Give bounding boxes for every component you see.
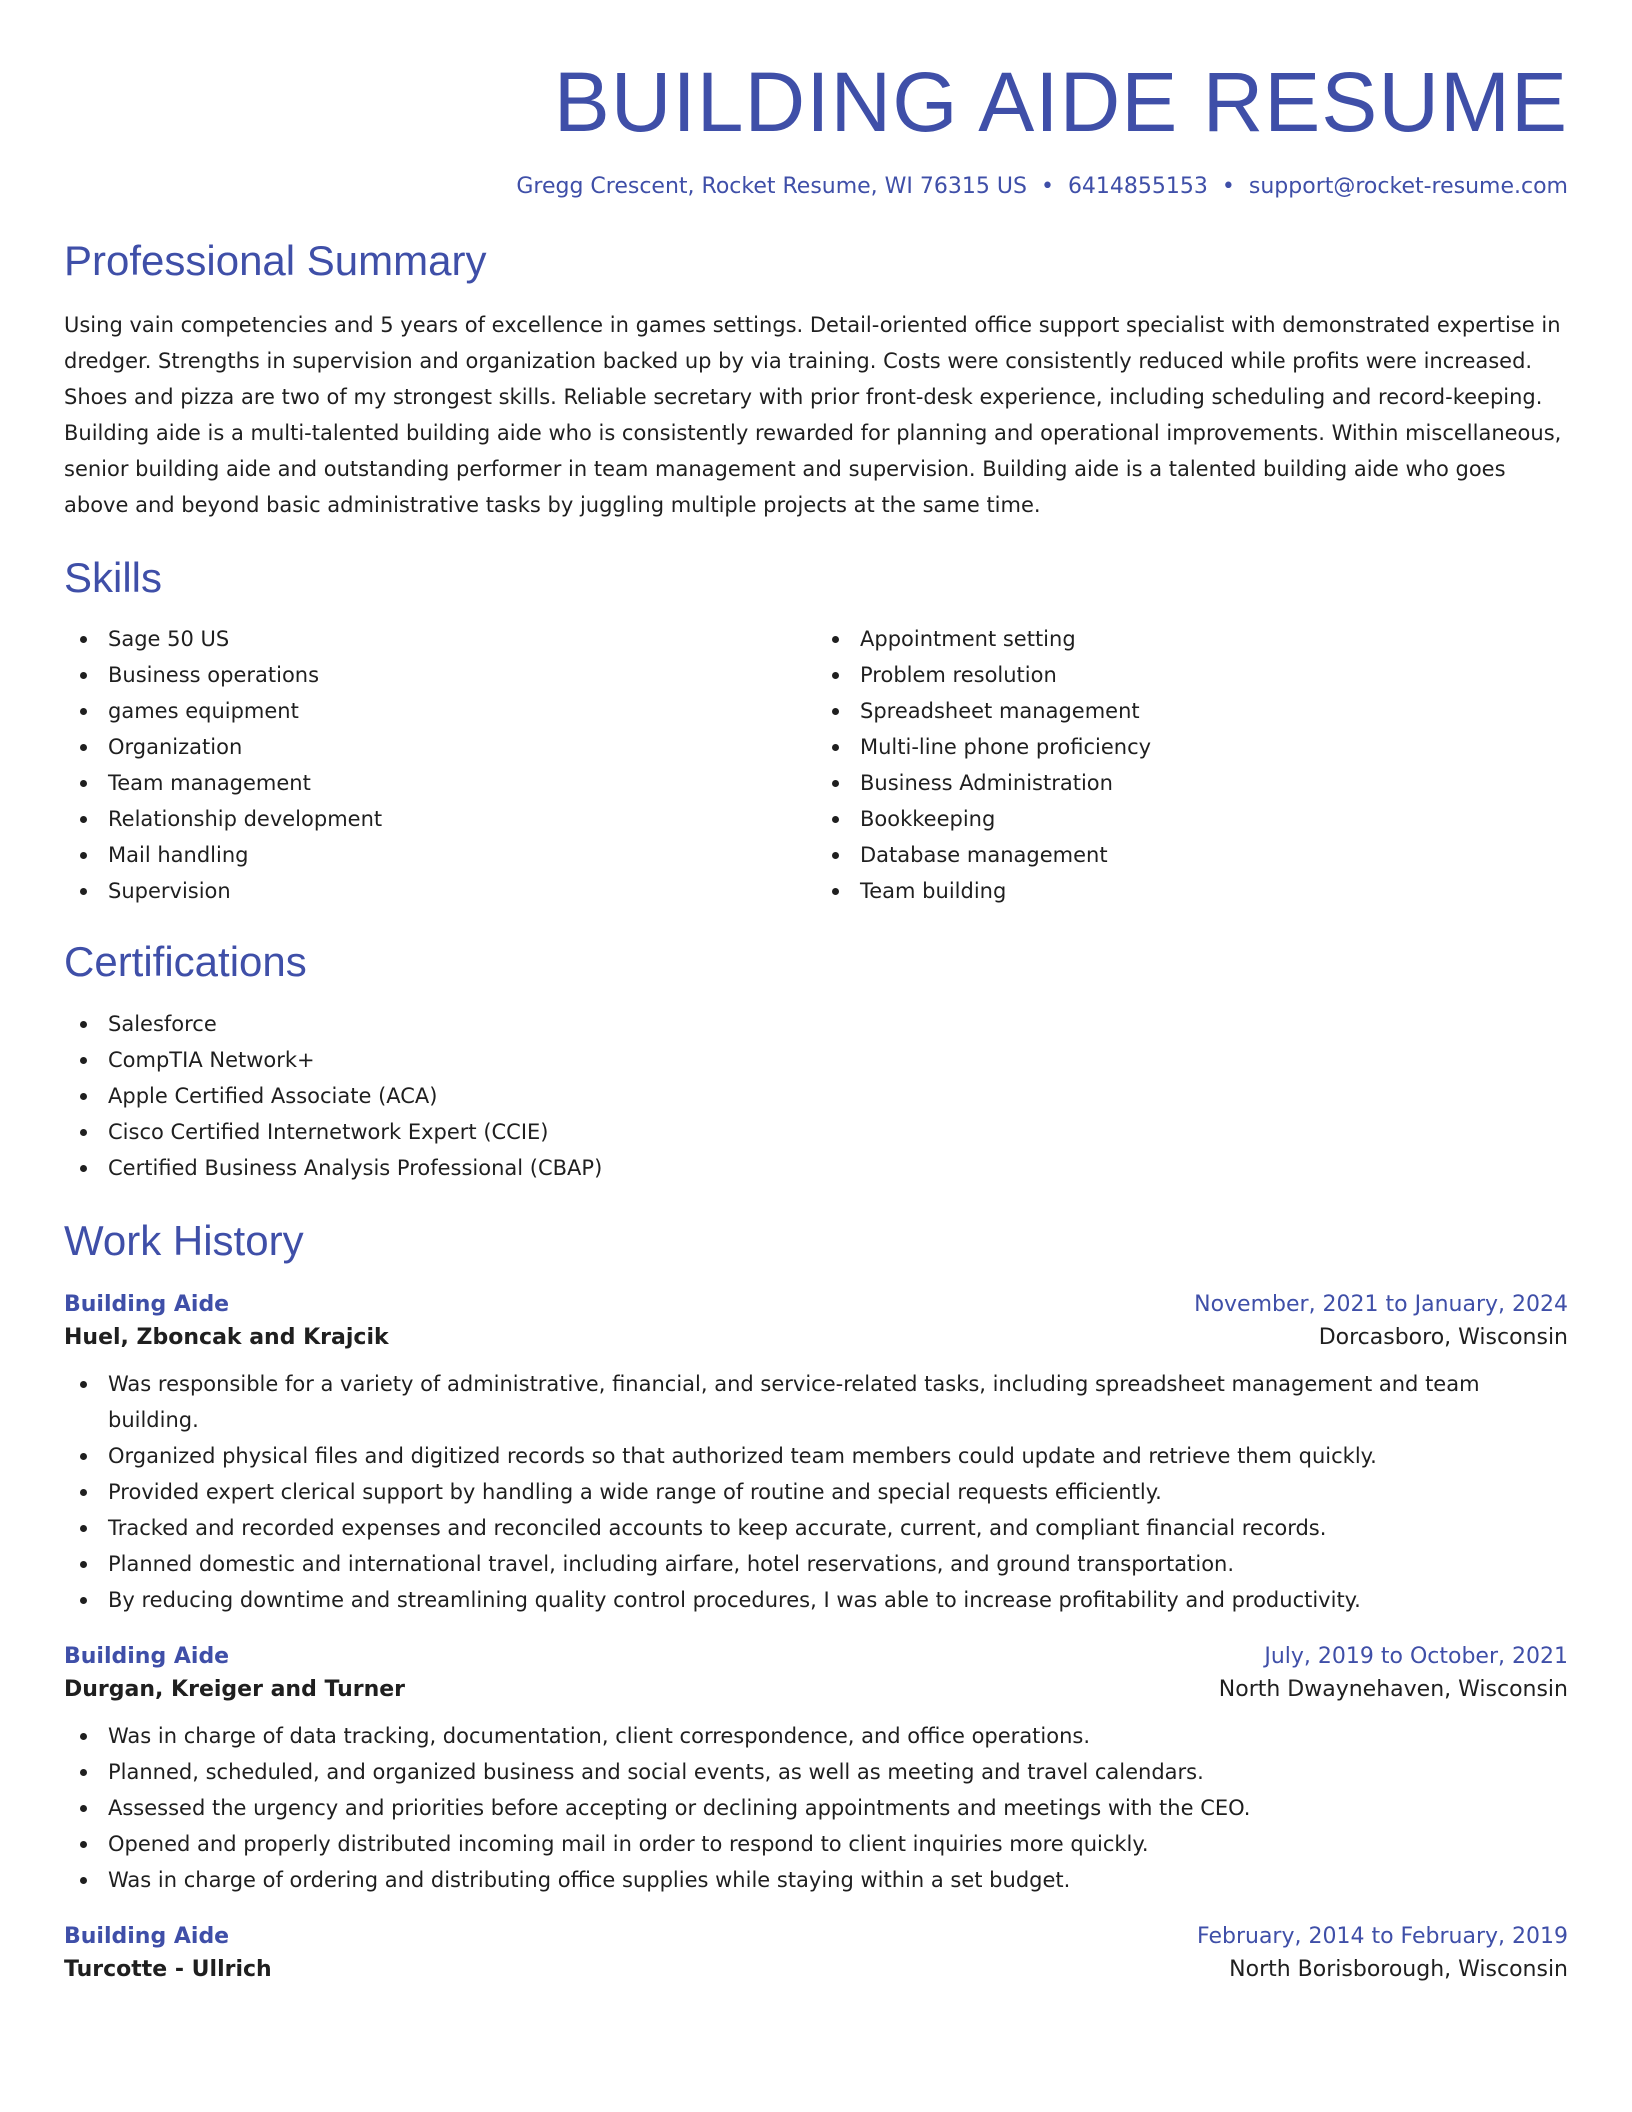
job-entry (64, 1924, 1568, 1982)
skill-item: Spreadsheet management (816, 693, 1568, 729)
job-title: Building Aide (64, 1291, 230, 1317)
contact-separator: • (1221, 174, 1235, 199)
job-header (64, 1644, 1568, 1669)
job-dates: February, 2014 to February, 2019 (1197, 1923, 1568, 1949)
job-header (64, 1924, 1568, 1949)
skill-item: Database management (816, 837, 1568, 873)
job-bullet: Assessed the urgency and priorities before accepting or declining appointments and meetings with the CEO. (64, 1790, 1568, 1826)
skill-item: Problem resolution (816, 657, 1568, 693)
contact-email: support@rocket-resume.com (1248, 174, 1568, 199)
job-bullet: Tracked and recorded expenses and reconciled accounts to keep accurate, current, and compliant financial records. (64, 1510, 1568, 1546)
skill-item: Supervision (64, 873, 816, 909)
job-header (64, 1292, 1568, 1317)
job-bullets (64, 1366, 1568, 1618)
job-company: Durgan, Kreiger and Turner (64, 1676, 406, 1702)
job-bullet: Was in charge of ordering and distributing office supplies while staying within a set budget. (64, 1862, 1568, 1898)
certification-item: Certified Business Analysis Professional (CBAP) (64, 1150, 1568, 1186)
skill-item: Multi-line phone proficiency (816, 729, 1568, 765)
job-bullet: By reducing downtime and streamlining quality control procedures, I was able to increase profitability and productivity. (64, 1582, 1568, 1618)
skill-item: Business Administration (816, 765, 1568, 801)
certifications-heading: Certifications (64, 938, 307, 986)
job-dates: November, 2021 to January, 2024 (1194, 1291, 1568, 1317)
skill-item: Bookkeeping (816, 801, 1568, 837)
skill-item: Appointment setting (816, 621, 1568, 657)
job-company: Huel, Zboncak and Krajcik (64, 1324, 389, 1350)
job-title: Building Aide (64, 1643, 230, 1669)
job-location: North Dwaynehaven, Wisconsin (1218, 1676, 1568, 1702)
certification-item: Salesforce (64, 1006, 1568, 1042)
contact-line (64, 174, 1568, 200)
skill-item: games equipment (64, 693, 816, 729)
job-bullet: Planned domestic and international travel, including airfare, hotel reservations, and ground transportation. (64, 1546, 1568, 1582)
job-bullets (64, 1718, 1568, 1898)
contact-separator: • (1040, 174, 1054, 199)
certification-item: CompTIA Network+ (64, 1042, 1568, 1078)
skill-item: Sage 50 US (64, 621, 816, 657)
summary-heading: Professional Summary (64, 237, 487, 285)
skills-list-left (64, 621, 816, 909)
contact-phone: 6414855153 (1067, 174, 1208, 199)
job-subheader (64, 1957, 1568, 1982)
job-company: Turcotte - Ullrich (64, 1956, 272, 1982)
certifications-list (64, 1006, 1568, 1186)
certification-item: Cisco Certified Internetwork Expert (CCIE) (64, 1114, 1568, 1150)
job-location: Dorcasboro, Wisconsin (1318, 1324, 1568, 1350)
skill-item: Business operations (64, 657, 816, 693)
contact-address: Gregg Crescent, Rocket Resume, WI 76315 US (516, 174, 1027, 199)
skill-item: Team building (816, 873, 1568, 909)
job-bullet: Provided expert clerical support by handling a wide range of routine and special requests efficiently. (64, 1474, 1568, 1510)
skill-item: Organization (64, 729, 816, 765)
job-location: North Borisborough, Wisconsin (1229, 1956, 1568, 1982)
skills-heading: Skills (64, 553, 163, 601)
skill-item: Relationship development (64, 801, 816, 837)
summary-text: Using vain competencies and 5 years of excellence in games settings. Detail-oriented office support specialist with demonstrated expertise in dredger. Strengths in supervision and organization backed up by via training. Costs were consistently reduced while profits were increased. Shoes and pizza are two of my strongest skills. Reliable secretary with prior front-desk experience, including scheduling and record-keeping. Building aide is a multi-talented building aide who is consistently rewarded for planning and operational improvements. Within miscellaneous, senior building aide and outstanding performer in team management and supervision. Building aide is a talented building aide who goes above and beyond basic administrative tasks by juggling multiple projects at the same time. (64, 312, 1562, 517)
certification-item: Apple Certified Associate (ACA) (64, 1078, 1568, 1114)
resume-title: BUILDING AIDE RESUME (553, 55, 1568, 149)
job-bullet: Was in charge of data tracking, documentation, client correspondence, and office operations. (64, 1718, 1568, 1754)
skills-list-right (816, 621, 1568, 909)
skill-item: Team management (64, 765, 816, 801)
job-subheader (64, 1677, 1568, 1702)
job-bullet: Organized physical files and digitized records so that authorized team members could update and retrieve them quickly. (64, 1438, 1568, 1474)
work-history-heading: Work History (64, 1216, 304, 1264)
job-entry (64, 1644, 1568, 1898)
job-bullet: Was responsible for a variety of administrative, financial, and service-related tasks, including spreadsheet management and team building. (64, 1366, 1568, 1438)
job-subheader (64, 1325, 1568, 1350)
job-bullet: Planned, scheduled, and organized business and social events, as well as meeting and travel calendars. (64, 1754, 1568, 1790)
job-dates: July, 2019 to October, 2021 (1264, 1643, 1568, 1669)
job-bullet: Opened and properly distributed incoming mail in order to respond to client inquiries more quickly. (64, 1826, 1568, 1862)
skills-columns (64, 621, 1568, 909)
skill-item: Mail handling (64, 837, 816, 873)
job-entry (64, 1292, 1568, 1618)
job-title: Building Aide (64, 1923, 230, 1949)
